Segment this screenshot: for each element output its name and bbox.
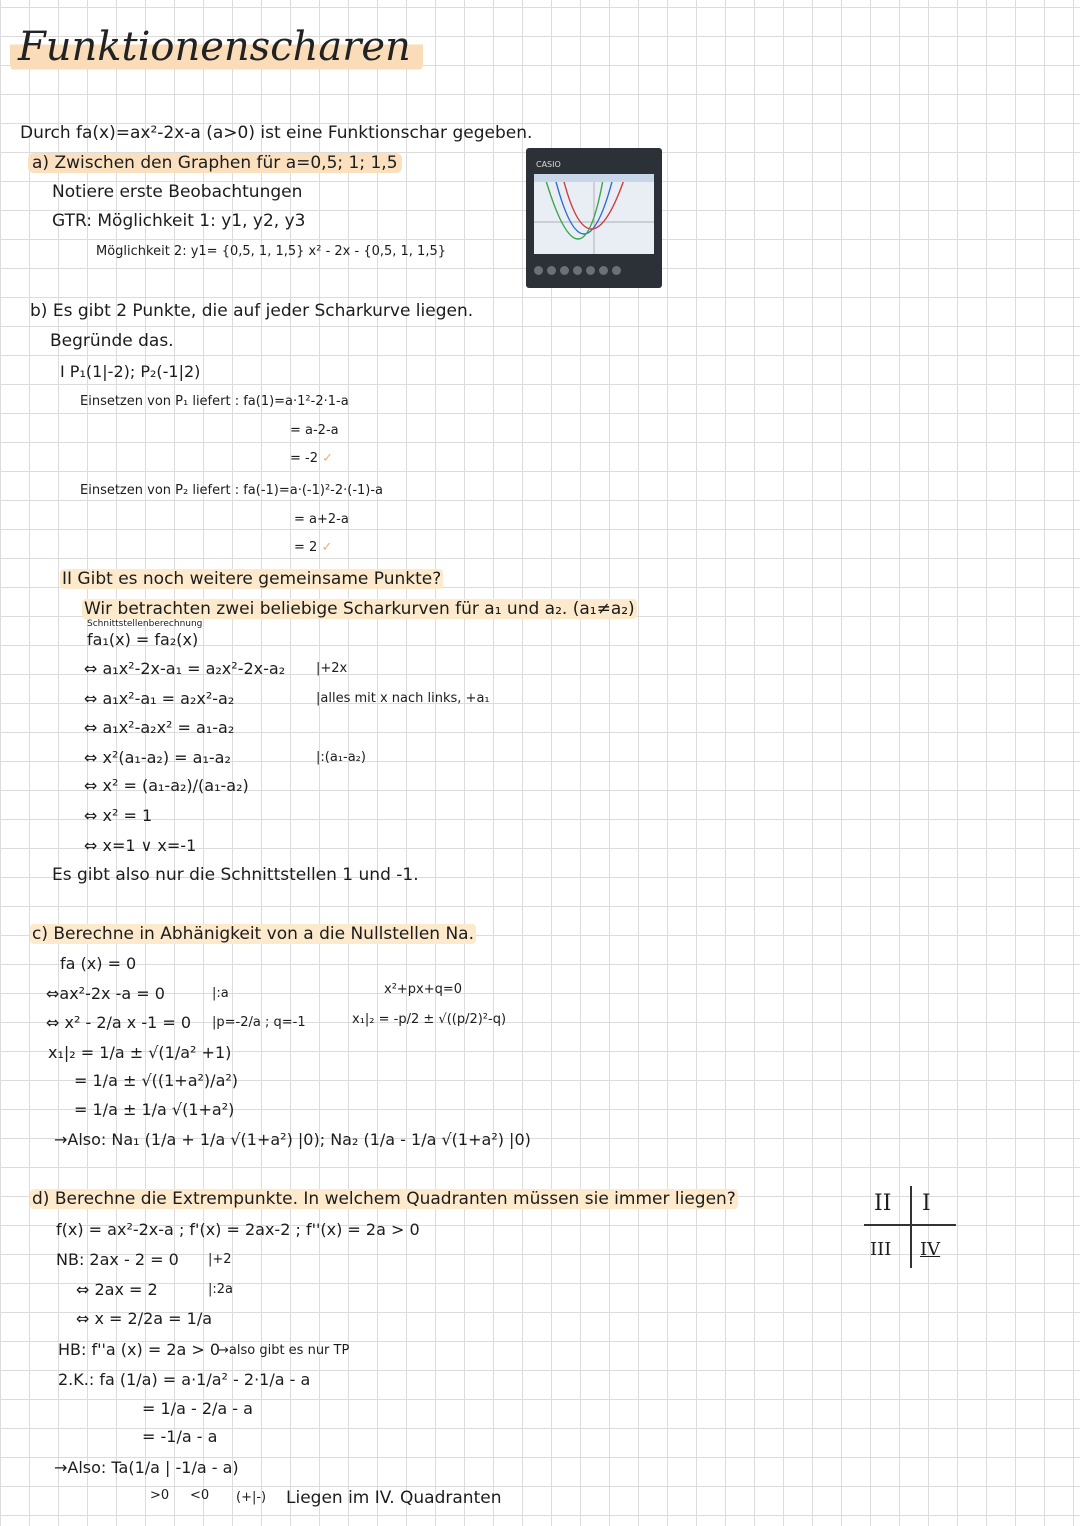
check-mark-2: ✓ — [321, 540, 333, 555]
p2-line3-text: = 2 — [294, 540, 318, 555]
eq-4: ⇔ x²(a₁-a₂) = a₁-a₂ — [84, 748, 231, 767]
part-b-consider — [82, 599, 637, 620]
eq-3: ⇔ a₁x²-a₂x² = a₁-a₂ — [84, 718, 235, 737]
part-c-heading-text: c) Berechne in Abhänigkeit von a die Nullstellen Na. — [32, 924, 475, 944]
d-sign-positive: >0 — [150, 1488, 170, 1503]
check-mark-1: ✓ — [322, 451, 334, 466]
pq-formula-2: x₁|₂ = -p/2 ± √((p/2)²-q) — [352, 1012, 507, 1027]
d-line-1: f(x) = ax²-2x-a ; f'(x) = 2ax-2 ; f''(x) = 2a > 0 — [56, 1220, 420, 1239]
part-c-heading — [30, 924, 476, 945]
part-b-question-2 — [60, 569, 443, 590]
d-zk-3: = -1/a - a — [142, 1427, 218, 1446]
p1-line3-text: = -2 — [290, 451, 318, 466]
eq-2: ⇔ a₁x²-a₁ = a₂x²-a₂ — [84, 689, 235, 708]
part-d-heading — [30, 1189, 738, 1210]
quadrant-vertical-axis — [910, 1186, 912, 1268]
d-zk-2: = 1/a - 2/a - a — [142, 1399, 253, 1418]
calculator-brand: CASIO — [536, 160, 561, 169]
d-line-2: NB: 2ax - 2 = 0 — [56, 1250, 179, 1269]
d-zk-1: 2.K.: fa (1/a) = a·1/a² - 2·1/a - a — [58, 1370, 311, 1389]
part-a-gtr-option2: Möglichkeit 2: y1= {0,5, 1, 1,5} x² - 2x - {0,5, 1, 1,5} — [96, 244, 447, 259]
pq-formula-1: x²+px+q=0 — [384, 982, 463, 997]
c-result: →Also: Na₁ (1/a + 1/a √(1+a²) |0); Na₂ (1/a - 1/a √(1+a²) |0) — [54, 1130, 531, 1149]
c-line-3-note: |p=-2/a ; q=-1 — [212, 1015, 306, 1030]
quadrant-horizontal-axis — [864, 1224, 956, 1226]
quadrant-diagram — [864, 1186, 956, 1268]
part-b-points: I P₁(1|-2); P₂(-1|2) — [60, 362, 201, 381]
calculator-keys — [534, 260, 654, 270]
c-line-2-note: |:a — [212, 986, 229, 1001]
d-sign-negative: <0 — [190, 1488, 210, 1503]
calculator-photo — [526, 148, 662, 288]
eq-1: ⇔ a₁x²-2x-a₁ = a₂x²-2x-a₂ — [84, 659, 286, 678]
eq-1-note: |+2x — [316, 661, 348, 676]
quadrant-label-2: II — [874, 1191, 892, 1216]
part-a-gtr-option1: GTR: Möglichkeit 1: y1, y2, y3 — [52, 211, 306, 231]
c-line-1: fa (x) = 0 — [60, 954, 137, 973]
c-line-3: ⇔ x² - 2/a x -1 = 0 — [46, 1013, 192, 1032]
calculator-graph — [534, 174, 654, 254]
part-b-consider-text: Wir betrachten zwei beliebige Scharkurven für a₁ und a₂. (a₁≠a₂) — [84, 599, 635, 619]
d-sign-pair: (+|-) — [236, 1490, 267, 1505]
intro-text: Durch fa(x)=ax²-2x-a (a>0) ist eine Funktionschar gegeben. — [20, 123, 533, 143]
d-line-4: ⇔ x = 2/2a = 1/a — [76, 1309, 213, 1328]
d-quadrant-text: Liegen im IV. Quadranten — [286, 1488, 502, 1508]
calculator-screen — [534, 174, 654, 254]
d-result: →Also: Ta(1/a | -1/a - a) — [54, 1458, 239, 1477]
eq-6: ⇔ x² = 1 — [84, 806, 153, 825]
c-line-2: ⇔ax²-2x -a = 0 — [46, 984, 165, 1003]
intersection-label: Schnittstellenberechnung — [87, 619, 203, 629]
p2-line1: Einsetzen von P₂ liefert : fa(-1)=a·(-1)²-2·(-1)-a — [80, 483, 384, 498]
part-b-heading: b) Es gibt 2 Punkte, die auf jeder Scharkurve liegen. — [30, 301, 474, 321]
part-d-heading-text: d) Berechne die Extrempunkte. In welchem Quadranten müssen sie immer liegen? — [32, 1189, 736, 1209]
part-b-conclusion: Es gibt also nur die Schnittstellen 1 und -1. — [52, 865, 419, 885]
d-line-3-note: |:2a — [208, 1282, 233, 1297]
d-line-3: ⇔ 2ax = 2 — [76, 1280, 158, 1299]
page-title: Funktionenscharen — [10, 22, 423, 72]
part-b-question-2-text: II Gibt es noch weitere gemeinsame Punkte? — [62, 569, 442, 589]
eq-7: ⇔ x=1 ∨ x=-1 — [84, 836, 197, 855]
part-a-heading — [28, 153, 402, 174]
part-b-sub: Begründe das. — [50, 331, 174, 351]
p1-line3 — [290, 451, 333, 467]
part-a-observe: Notiere erste Beobachtungen — [52, 182, 303, 202]
p1-line2: = a-2-a — [290, 423, 339, 438]
quadrant-label-3: III — [870, 1239, 892, 1260]
d-line-2-note: |+2 — [208, 1252, 232, 1267]
d-hb: HB: f''a (x) = 2a > 0 — [58, 1340, 221, 1359]
c-line-4: x₁|₂ = 1/a ± √(1/a² +1) — [48, 1043, 232, 1062]
p1-line1: Einsetzen von P₁ liefert : fa(1)=a·1²-2·1-a — [80, 394, 349, 409]
quadrant-label-1: I — [922, 1191, 931, 1216]
eq-2-note: |alles mit x nach links, +a₁ — [316, 691, 490, 706]
d-hb-note: →also gibt es nur TP — [218, 1343, 350, 1358]
eq-4-note: |:(a₁-a₂) — [316, 750, 366, 765]
eq-0: fa₁(x) = fa₂(x) — [87, 630, 199, 649]
part-a-heading-text: a) Zwischen den Graphen für a=0,5; 1; 1,5 — [28, 153, 402, 173]
quadrant-label-4: IV — [920, 1239, 941, 1260]
eq-5: ⇔ x² = (a₁-a₂)/(a₁-a₂) — [84, 776, 249, 795]
c-line-5: = 1/a ± √((1+a²)/a²) — [74, 1071, 239, 1090]
p2-line2: = a+2-a — [294, 512, 349, 527]
c-line-6: = 1/a ± 1/a √(1+a²) — [74, 1100, 235, 1119]
p2-line3 — [294, 540, 332, 556]
